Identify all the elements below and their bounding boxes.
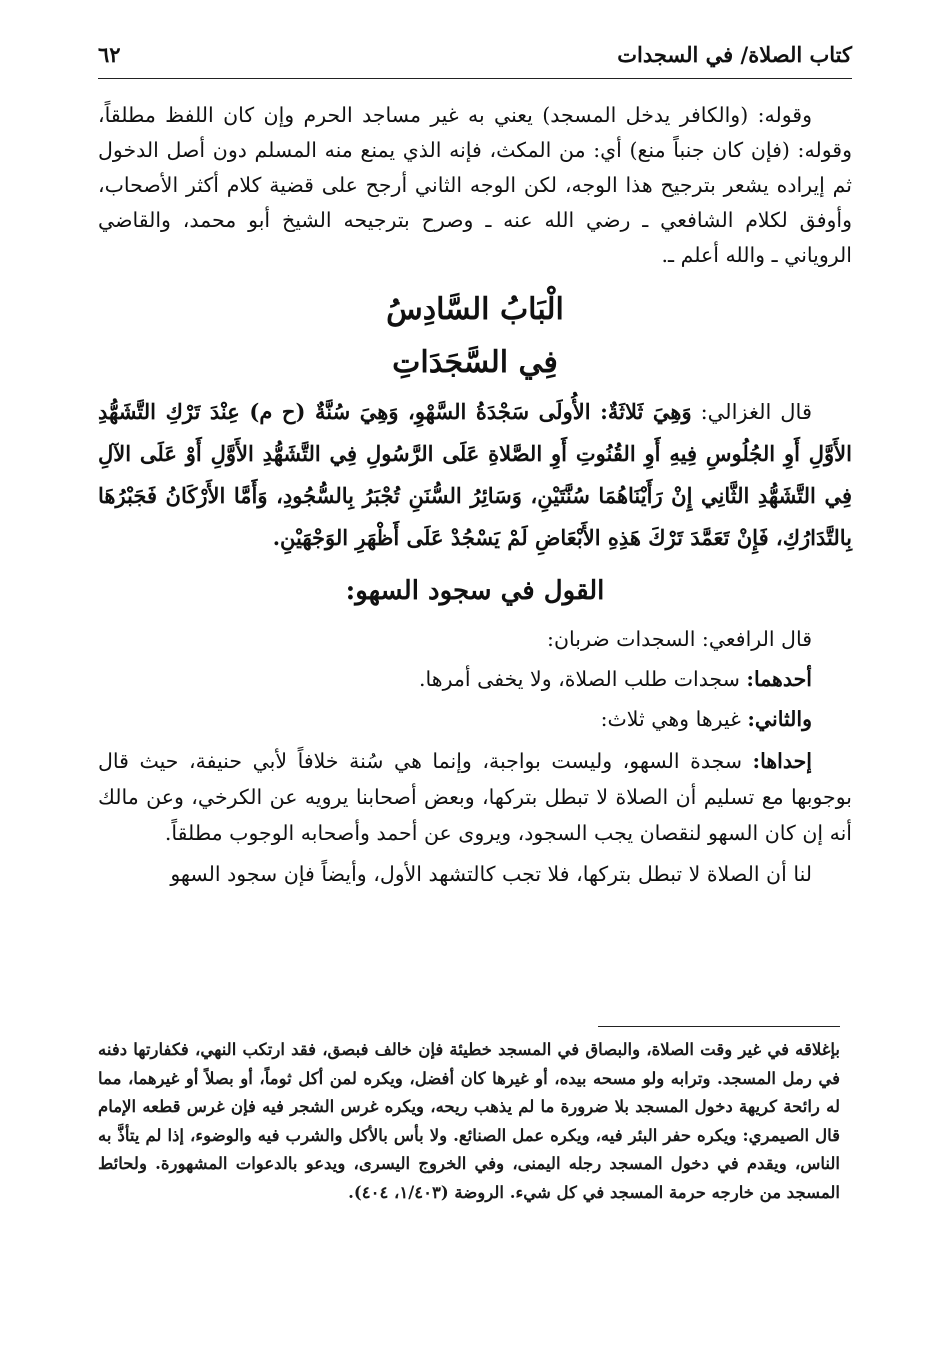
footnote-separator — [598, 1026, 840, 1027]
rafii-line: قال الرافعي: السجدات ضربان: — [547, 627, 812, 651]
first-type-lead: أحدهما: — [746, 667, 812, 691]
chapter-subtitle: فِي السَّجَدَاتِ — [392, 345, 558, 380]
first-type-text: سجدات طلب الصلاة، ولا يخفى أمرها. — [419, 667, 747, 691]
section-heading: القول في سجود السهو: — [345, 576, 605, 606]
matn-text: وَهِيَ ثَلاثَةٌ: الأُولَى سَجْدَةُ السَّهْوِ، وَهِيَ سُنَّةٌ (ح م) عِنْدَ تَرْكِ التَّشَهُّدِ الأَوَّلِ أَوِ الجُلُوسِ فِيهِ أَوِ القُنُوتِ أَوِ الصَّلاةِ عَلَى الرَّسُولِ فِي التَّشَهُّدِ الأَوَّلِ أَوْ عَلَى الآلِ فِي التَّشَهُّدِ الثَّانِي إِنْ رَأَيْنَاهُمَا سُنَّتَيْنِ، وَسَائِرُ السُّنَنِ تُجْبَرُ بِالسُّجُودِ، وَأَمَّا الأَرْكَانُ فَجَبْرُهَا بِالتَّدَارُكِ، فَإِنْ تَعَمَّدَ تَرْكَ هَذِهِ الأَبْعَاضِ لَمْ يَسْجُدْ عَلَى أَظْهَرِ الوَجْهَيْنِ. — [98, 399, 852, 550]
ihdaha-paragraph — [98, 743, 852, 851]
ihdaha-lead: إحداها: — [752, 749, 812, 773]
second-type-line — [98, 699, 852, 739]
ghazali-matn — [98, 391, 852, 559]
matn-speaker: قال الغزالي: — [691, 400, 812, 424]
second-type-lead: والثاني: — [747, 707, 812, 731]
intro-paragraph: وقوله: (والكافر يدخل المسجد) يعني به غير مساجد الحرم وإن كان اللفظ مطلقاً، وقوله: (فإن كان جنباً منع) أي: من المكث، فإنه الذي يمنع منه المسلم دون أصل الدخول ثم إيراده يشعر بترجيح هذا الوجه، لكن الوجه الثاني أرجح على قضية كلام أكثر الأصحاب، وأوفق لكلام الشافعي ـ رضي الله عنه ـ وصرح بترجيحه الشيخ أبو محمد، والقاضي الروياني ـ والله أعلم ـ. — [98, 103, 852, 267]
chapter-title: الْبَابُ السَّادِسُ — [386, 292, 564, 327]
running-header — [98, 38, 852, 79]
page-number: ٦٢ — [98, 42, 121, 67]
footnote: بإغلاقه في غير وقت الصلاة، والبصاق في المسجد خطيئة فإن خالف فبصق، فقد ارتكب النهي، فكفارتها دفنه في رمل المسجد. وترابه ولو مسحه بيده، أو غيرها كان أفضل، ويكره لمن أكل ثوماً، أو بصلاً أو غيرهما، مما له رائحة كريهة دخول المسجد بلا ضرورة ما لم يذهب ريحه، ويكره غرس الشجر فيه فإن غرس قطعه الإمام قال الصيمري: ويكره حفر البئر فيه، ويكره عمل الصنائع. ولا بأس بالأكل والشرب فيه والوضوء، إذا لم يتأذَّ به الناس، ويقدم في دخول المسجد رجله اليمنى، وفي الخروج اليسرى، ويدعو بالدعوات المشهورة. ولحائط المسجد من خارجه حرمة المسجد في كل شيء. الروضة (١/٤٠٣، ٤٠٤). — [98, 1040, 840, 1202]
first-type-line — [98, 659, 852, 699]
main-text — [98, 98, 852, 898]
running-title: كتاب الصلاة/ في السجدات — [617, 42, 852, 67]
last-paragraph: لنا أن الصلاة لا تبطل بتركها، فلا تجب كالتشهد الأول، وأيضاً فإن سجود السهو — [170, 862, 812, 886]
ihdaha-text: سجدة السهو، وليست بواجبة، وإنما هي سُنة خلافاً لأبي حنيفة، حيث قال بوجوبها مع تسليم أن الصلاة لا تبطل بتركها، وبعض أصحابنا يرويه عن الكرخي، وعن مالك أنه إن كان السهو لنقصان يجب السجود، ويروى عن أحمد وأصحابه الوجوب مطلقاً. — [98, 749, 852, 845]
second-type-text: غيرها وهي ثلاث: — [600, 707, 748, 731]
